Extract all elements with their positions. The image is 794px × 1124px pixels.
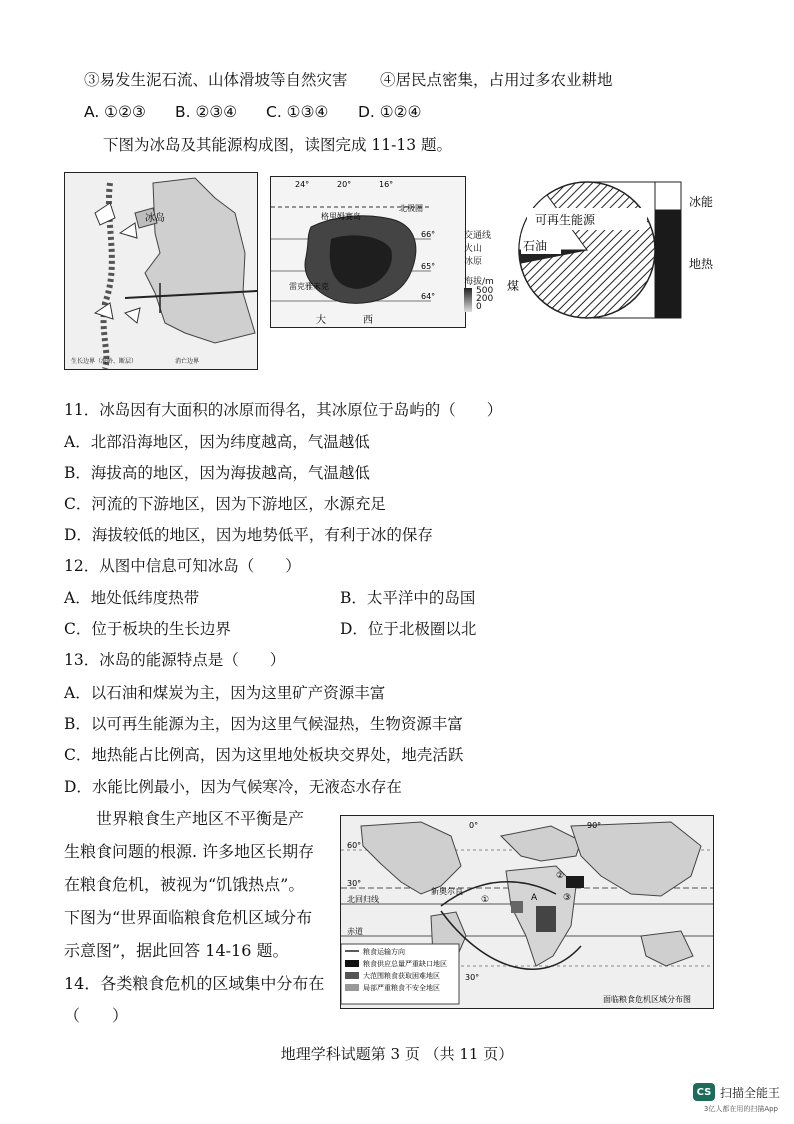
food-intro-1: 世界粮食生产地区不平衡是产 <box>96 809 305 828</box>
bar-label-ice: 冰能 <box>689 195 714 209</box>
food-intro-4: 下图为“世界面临粮食危机区域分布 <box>64 908 313 927</box>
map2-lat-24: 24° <box>295 180 310 189</box>
legend-transport: 交通线 <box>464 231 492 241</box>
map2-lat-64: 64° <box>421 292 436 301</box>
legend-elevation: 海拔/m <box>464 277 494 287</box>
q11-option-d: D．海拔较低的地区，因为地势低平，有利于冰的保存 <box>64 526 433 544</box>
answer-d: D. ①②④ <box>358 103 422 121</box>
q14-stem: 14．各类粮食危机的区域集中分布在 <box>64 974 325 993</box>
fig2-a: A <box>531 893 538 903</box>
fig2-legend-4: 局部严重粮食不安全地区 <box>363 984 440 992</box>
energy-chart <box>505 168 730 328</box>
page-footer: 地理学科试题第 3 页 （共 11 页） <box>280 1045 514 1063</box>
legend-500: 500 <box>476 286 494 296</box>
fig2-legend-1: 粮食运输方向 <box>363 948 405 956</box>
food-intro-5: 示意图”，据此回答 14-16 题。 <box>64 941 289 960</box>
scanner-tagline: 3亿人都在用的扫描App <box>703 1105 778 1113</box>
q11-option-b: B．海拔高的地区，因为海拔越高，气温越低 <box>64 464 370 482</box>
map2-legend <box>464 228 500 328</box>
q12-option-c: C．位于板块的生长边界 <box>64 620 231 638</box>
legend-volcano: 火山 <box>464 244 483 254</box>
fig2-marker-1: ① <box>481 895 490 905</box>
pie-label-renewable: 可再生能源 <box>535 213 596 227</box>
map2-lat-20: 20° <box>337 180 352 189</box>
q13-option-a: A．以石油和煤炭为主，因为这里矿产资源丰富 <box>64 684 386 702</box>
answer-a: A. ①②③ <box>84 103 146 121</box>
europe-plate-map <box>64 172 258 370</box>
map1-iceland-label: 冰岛 <box>145 213 165 224</box>
q12-option-d: D．位于北极圈以北 <box>340 620 477 638</box>
legend-200: 200 <box>476 294 494 304</box>
map2-ocean-2: 西 <box>363 315 373 326</box>
scanner-brand <box>693 1083 780 1101</box>
q12-stem: 12．从图中信息可知冰岛（ ） <box>64 557 301 575</box>
pie-label-coal: 煤 <box>507 279 520 293</box>
map2-ocean-1: 大 <box>316 315 326 326</box>
fig2-lon-90: 90° <box>587 821 602 830</box>
map2-lat-66: 66° <box>421 230 436 239</box>
pie-label-oil: 石油 <box>523 239 548 253</box>
elevation-scale <box>464 288 472 312</box>
q11-option-a: A．北部沿海地区，因为纬度越高，气温越低 <box>64 433 370 451</box>
scanner-logo-icon: CS <box>693 1083 715 1101</box>
bar-ice <box>655 182 681 210</box>
fig2-legend-3: 大范围粮食获取困难地区 <box>363 972 440 980</box>
legend-0: 0 <box>476 302 482 312</box>
intro-iceland: 下图为冰岛及其能源构成图，读图完成 11-13 题。 <box>103 136 453 154</box>
answer-c: C. ①③④ <box>266 103 329 121</box>
fig2-tropic: 北回归线 <box>347 895 379 904</box>
fig2-lat-30n: 30° <box>347 879 362 888</box>
map2-reykjavik: 雷克雅未克 <box>289 282 329 291</box>
legend-icefield: 冰原 <box>464 257 483 267</box>
answer-b: B. ②③④ <box>175 103 238 121</box>
food-intro-3: 在粮食危机，被视为“饥饿热点”。 <box>64 875 305 894</box>
fig2-lat-0: 0° <box>469 821 479 830</box>
food-crisis-map <box>340 815 714 1009</box>
q13-option-d: D．水能比例最小，因为气候寒冷，无液态水存在 <box>64 778 402 796</box>
fig2-lat-30s: 30° <box>465 973 480 982</box>
fig2-caption: 面临粮食危机区域分布图 <box>603 995 691 1004</box>
bar-label-geothermal: 地热 <box>689 257 714 271</box>
fig2-legend-2: 粮食供应总量严重缺口地区 <box>363 960 447 968</box>
map1-legend-2: 消亡边界 <box>175 358 200 365</box>
q12-option-b: B．太平洋中的岛国 <box>340 589 476 607</box>
fig2-marker-3: ③ <box>563 893 572 903</box>
map2-arctic-circle: 北极圈 <box>399 204 423 213</box>
map2-lat-65: 65° <box>421 262 436 271</box>
q11-stem: 11．冰岛因有大面积的冰原而得名，其冰原位于岛屿的（ ） <box>64 401 503 419</box>
iceland-map <box>270 176 466 328</box>
map2-grimsey: 格里姆赛岛 <box>321 212 361 221</box>
fig2-equator: 赤道 <box>347 927 363 936</box>
map1-legend-1: 生长边界（海岭、断层） <box>71 358 138 365</box>
option-item-4: ④居民点密集，占用过多农业耕地 <box>380 71 613 89</box>
bar-geothermal <box>655 210 681 318</box>
scanner-name: 扫描全能王 <box>719 1085 780 1100</box>
food-intro-2: 生粮食问题的根源. 许多地区长期存 <box>64 842 315 861</box>
map2-lat-16: 16° <box>379 180 394 189</box>
europe-plate-map-svg <box>65 173 257 369</box>
option-item-3: ③易发生泥石流、山体滑坡等自然灾害 <box>84 71 348 89</box>
food-crisis-map-svg <box>341 816 713 1008</box>
q13-stem: 13．冰岛的能源特点是（ ） <box>64 651 286 669</box>
iceland-map-svg <box>271 177 465 327</box>
energy-chart-svg <box>505 168 730 328</box>
q11-option-c: C．河流的下游地区，因为下游地区，水源充足 <box>64 495 386 513</box>
q13-option-c: C．地热能占比例高，因为这里地处板块交界处，地壳活跃 <box>64 746 464 764</box>
fig2-new-orleans: 新奥尔良 <box>431 887 463 896</box>
q12-option-a: A．地处低纬度热带 <box>64 589 200 607</box>
q14-blank: （ ） <box>64 1006 129 1025</box>
q13-option-b: B．以可再生能源为主，因为这里气候湿热，生物资源丰富 <box>64 715 463 733</box>
fig2-lat-60: 60° <box>347 841 362 850</box>
fig2-marker-2: ② <box>556 871 565 881</box>
